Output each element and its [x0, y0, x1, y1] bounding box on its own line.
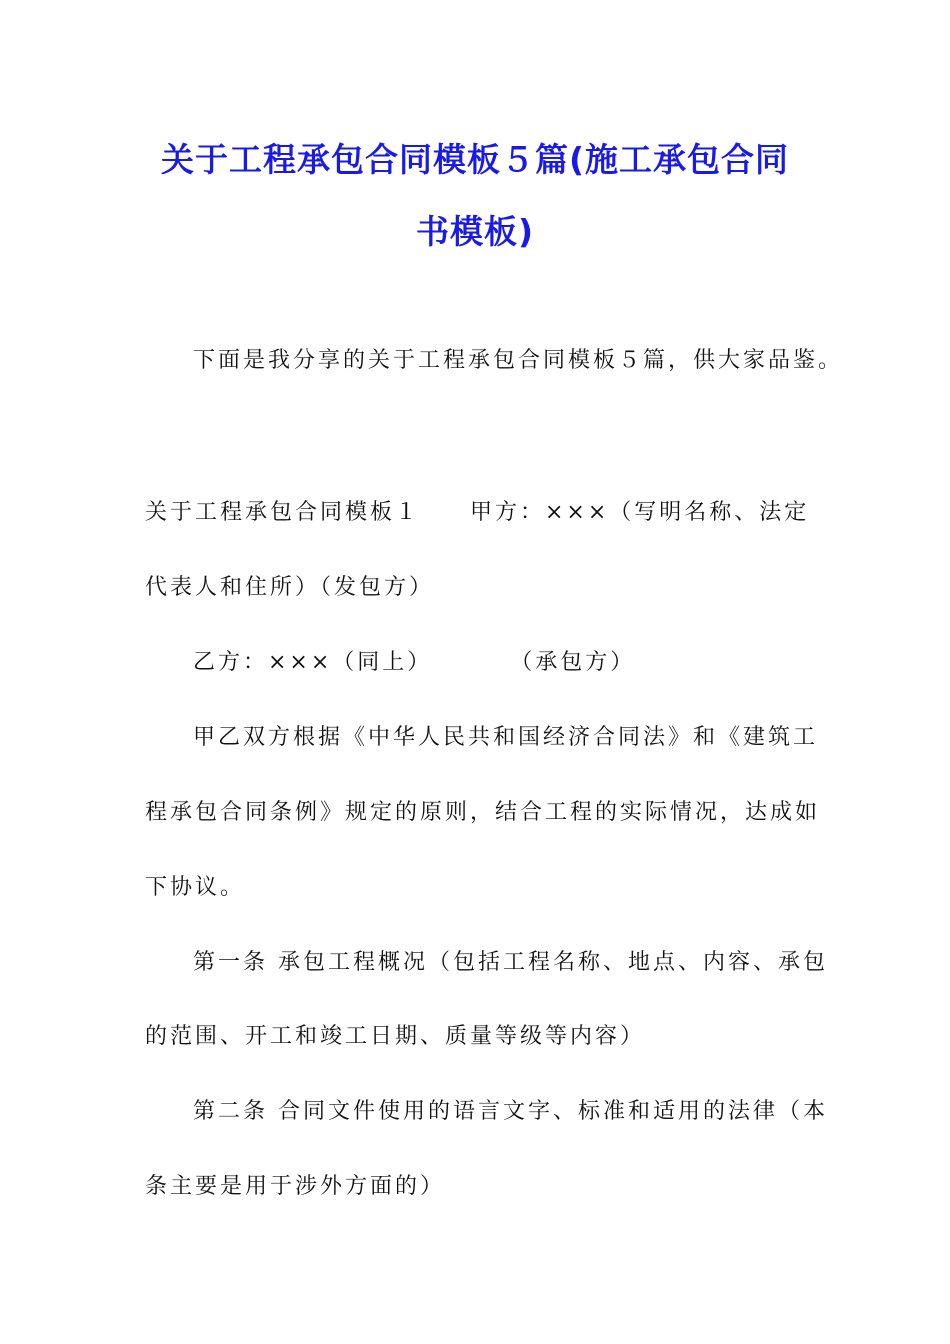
agreement-paragraph-line-1: 甲乙双方根据《中华人民共和国经济合同法》和《建筑工 [193, 725, 819, 750]
article-1-line-2: 的范围、开工和竣工日期、质量等级等内容） [145, 1024, 646, 1049]
document-title-line-2: 书模板) [415, 212, 535, 251]
agreement-paragraph-line-3: 下协议。 [145, 875, 246, 900]
agreement-paragraph-line-2: 程承包合同条例》规定的原则，结合工程的实际情况，达成如 [145, 800, 821, 825]
article-2-line-2: 条主要是用于涉外方面的） [145, 1174, 446, 1199]
article-1-line-1: 第一条 承包工程概况（包括工程名称、地点、内容、承包 [193, 950, 828, 975]
document-title-line-1: 关于工程承包合同模板５篇(施工承包合同 [160, 140, 790, 179]
article-2-line-1: 第二条 合同文件使用的语言文字、标准和适用的法律（本 [193, 1099, 828, 1124]
party-b-line: 乙方：×××（同上） （承包方） [193, 650, 636, 675]
intro-paragraph: 下面是我分享的关于工程承包合同模板５篇，供大家品鉴。 [193, 348, 844, 373]
contract-heading-party-a: 关于工程承包合同模板１ 甲方：×××（写明名称、法定 [145, 500, 810, 525]
party-a-continuation: 代表人和住所）（发包方） [145, 575, 435, 600]
